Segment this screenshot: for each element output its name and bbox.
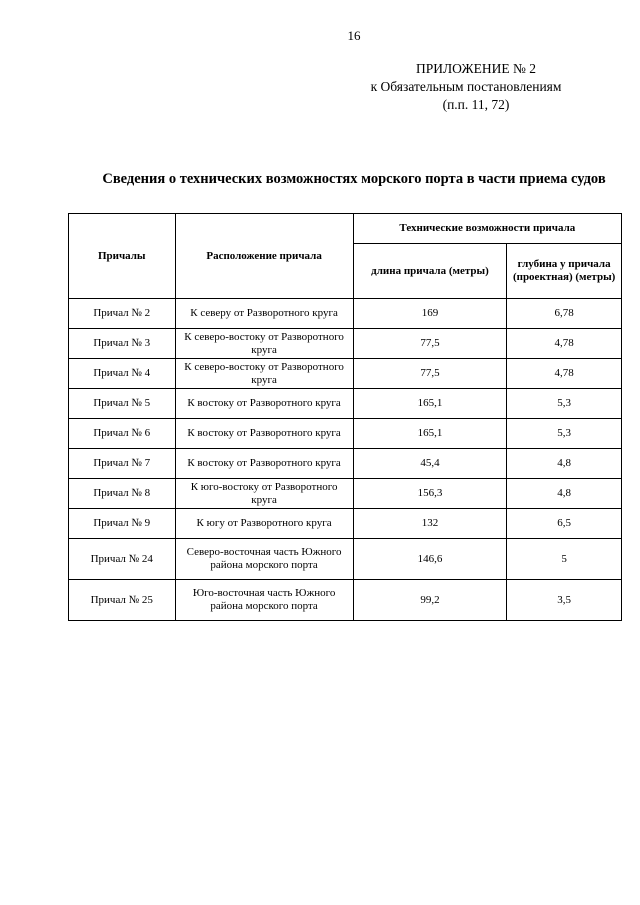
depth-cell: 4,8	[507, 479, 622, 509]
header-length: длина причала (метры)	[353, 244, 507, 299]
location-cell: К северу от Разворотного круга	[175, 299, 353, 329]
berth-cell: Причал № 8	[69, 479, 176, 509]
location-cell: Юго-восточная часть Южного района морского порта	[175, 580, 353, 621]
depth-cell: 6,78	[507, 299, 622, 329]
length-cell: 169	[353, 299, 507, 329]
header-depth: глубина у причала (проектная) (метры)	[507, 244, 622, 299]
location-cell: К северо-востоку от Разворотного круга	[175, 329, 353, 359]
location-cell: К югу от Разворотного круга	[175, 509, 353, 539]
location-cell: К востоку от Разворотного круга	[175, 419, 353, 449]
appendix-subtitle: к Обязательным постановлениям	[370, 79, 562, 94]
berth-cell: Причал № 2	[69, 299, 176, 329]
length-cell: 146,6	[353, 539, 507, 580]
berths-table	[68, 213, 622, 621]
table-row	[69, 359, 622, 389]
header-tech: Технические возможности причала	[353, 214, 621, 244]
length-cell: 77,5	[353, 359, 507, 389]
berth-cell: Причал № 6	[69, 419, 176, 449]
length-cell: 99,2	[353, 580, 507, 621]
length-cell: 156,3	[353, 479, 507, 509]
length-cell: 165,1	[353, 419, 507, 449]
depth-cell: 4,8	[507, 449, 622, 479]
header-location: Расположение причала	[175, 214, 353, 299]
berth-cell: Причал № 5	[69, 389, 176, 419]
berth-cell: Причал № 9	[69, 509, 176, 539]
table-row	[69, 389, 622, 419]
berth-cell: Причал № 3	[69, 329, 176, 359]
depth-cell: 5	[507, 539, 622, 580]
table-row	[69, 449, 622, 479]
berth-cell: Причал № 4	[69, 359, 176, 389]
depth-cell: 4,78	[507, 329, 622, 359]
table-row	[69, 580, 622, 621]
table-header-row	[69, 214, 622, 244]
table-row	[69, 509, 622, 539]
table-row	[69, 419, 622, 449]
berth-cell: Причал № 25	[69, 580, 176, 621]
depth-cell: 3,5	[507, 580, 622, 621]
table-row	[69, 539, 622, 580]
location-cell: К востоку от Разворотного круга	[175, 389, 353, 419]
appendix-block	[356, 60, 596, 114]
depth-cell: 6,5	[507, 509, 622, 539]
location-cell: К востоку от Разворотного круга	[175, 449, 353, 479]
length-cell: 45,4	[353, 449, 507, 479]
length-cell: 165,1	[353, 389, 507, 419]
document-title: Сведения о технических возможностях морского порта в части приема судов	[102, 171, 606, 187]
depth-cell: 5,3	[507, 419, 622, 449]
depth-cell: 5,3	[507, 389, 622, 419]
header-berths: Причалы	[69, 214, 176, 299]
table-row	[69, 329, 622, 359]
table-row	[69, 479, 622, 509]
page-number: 16	[347, 28, 361, 43]
location-cell: К северо-востоку от Разворотного круга	[175, 359, 353, 389]
location-cell: К юго-востоку от Разворотного круга	[175, 479, 353, 509]
length-cell: 132	[353, 509, 507, 539]
appendix-ref: (п.п. 11, 72)	[442, 97, 510, 112]
appendix-title: ПРИЛОЖЕНИЕ № 2	[415, 61, 537, 76]
table-row	[69, 299, 622, 329]
berth-cell: Причал № 7	[69, 449, 176, 479]
berth-cell: Причал № 24	[69, 539, 176, 580]
depth-cell: 4,78	[507, 359, 622, 389]
length-cell: 77,5	[353, 329, 507, 359]
location-cell: Северо-восточная часть Южного района морского порта	[175, 539, 353, 580]
